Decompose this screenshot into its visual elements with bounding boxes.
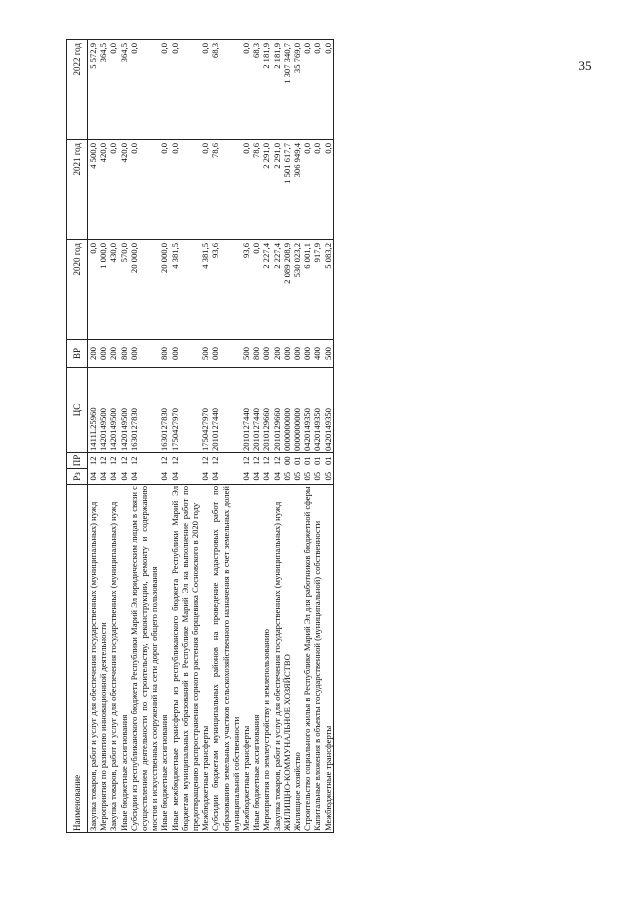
cell-name: Иные бюджетные ассигнования (159, 485, 169, 833)
cell-cs: 1420149500 (98, 368, 108, 453)
cell-2021: 0,0 (312, 140, 322, 240)
cell-name: Капитальные вложения в объекты государственной (муниципальной) собственности (312, 485, 322, 833)
cell-2021: 420,0 (98, 140, 108, 240)
table-row (251, 40, 261, 833)
cell-2020: 1 000,0 (98, 240, 108, 340)
cell-2021: 1 501 617,7 (282, 140, 292, 240)
table-row (108, 40, 118, 833)
table-row (292, 40, 302, 833)
cell-name: Иные бюджетные ассигнования (251, 485, 261, 833)
cell-pr: 12 (159, 453, 169, 469)
cell-cs: 2010127440 (241, 368, 251, 453)
cell-cs: 0420149350 (312, 368, 322, 453)
cell-vr: 000 (98, 340, 108, 368)
cell-2022: 0,0 (200, 40, 210, 140)
cell-2021: 78,6 (251, 140, 261, 240)
cell-pr: 12 (200, 453, 210, 469)
cell-cs: 0420149350 (302, 368, 312, 453)
cell-rz: 04 (272, 469, 282, 485)
table-row (98, 40, 108, 833)
cell-vr: 400 (312, 340, 322, 368)
cell-rz: 05 (323, 469, 334, 485)
cell-name: Межбюджетные трансферты (200, 485, 210, 833)
cell-vr: 200 (108, 340, 118, 368)
cell-rz: 04 (241, 469, 251, 485)
cell-rz: 05 (292, 469, 302, 485)
cell-rz: 04 (119, 469, 129, 485)
cell-2021: 0,0 (302, 140, 312, 240)
cell-2021: 0,0 (241, 140, 251, 240)
cell-vr: 800 (119, 340, 129, 368)
cell-2020: 4 381,5 (170, 240, 201, 340)
cell-pr: 01 (302, 453, 312, 469)
cell-rz: 04 (108, 469, 118, 485)
cell-2020: 20 000,0 (129, 240, 160, 340)
cell-pr: 01 (312, 453, 322, 469)
cell-pr: 12 (241, 453, 251, 469)
cell-cs: 1750427970 (170, 368, 201, 453)
table-row (302, 40, 312, 833)
header-2021: 2021 год (67, 140, 88, 240)
cell-cs: 0420149350 (323, 368, 334, 453)
budget-table (66, 39, 334, 833)
table-row (88, 40, 99, 833)
cell-name: Закупка товаров, работ и услуг для обеспечения государственных (муниципальных) нужд (88, 485, 99, 833)
cell-2022: 68,3 (251, 40, 261, 140)
cell-pr: 01 (323, 453, 334, 469)
cell-2022: 0,0 (323, 40, 334, 140)
cell-pr: 12 (272, 453, 282, 469)
cell-pr: 12 (129, 453, 160, 469)
cell-name: Субсидии бюджетам муниципальных районов на проведение кадастровых работ по образованию земельных участков сельскохозяйственного назначения в счет земельных долей муниципальной собственности (210, 486, 241, 831)
table-body (88, 40, 334, 833)
cell-2020: 2 227,4 (261, 240, 271, 340)
header-2020: 2020 год (67, 240, 88, 340)
cell-2022: 1 307 340,7 (282, 40, 292, 140)
cell-2021: 0,0 (200, 140, 210, 240)
cell-2020: 0,0 (88, 240, 99, 340)
cell-2020: 20 000,0 (159, 240, 169, 340)
cell-rz: 04 (170, 469, 201, 485)
cell-vr: 000 (261, 340, 271, 368)
cell-rz: 04 (129, 469, 160, 485)
cell-name: Строительство социального жилья в Республике Марий Эл для работников бюджетной сферы (302, 486, 313, 831)
cell-cs: 0000000000 (292, 368, 302, 453)
cell-2021: 0,0 (159, 140, 169, 240)
cell-vr: 000 (170, 340, 201, 368)
cell-rz: 04 (98, 469, 108, 485)
cell-name: ЖИЛИЩНО-КОММУНАЛЬНОЕ ХОЗЯЙСТВО (282, 485, 292, 833)
cell-vr: 800 (159, 340, 169, 368)
cell-cs: 2010129660 (272, 368, 282, 453)
cell-pr: 12 (88, 453, 99, 469)
cell-2022: 0,0 (241, 40, 251, 140)
cell-2021: 306 949,4 (292, 140, 302, 240)
page-number: 35 (578, 58, 592, 73)
cell-2022: 5 572,9 (88, 40, 99, 140)
cell-2020: 430,0 (108, 240, 118, 340)
cell-pr: 12 (98, 453, 108, 469)
cell-cs: 0000000000 (282, 368, 292, 453)
cell-rz: 05 (282, 469, 292, 485)
cell-vr: 000 (282, 340, 292, 368)
cell-vr: 000 (302, 340, 312, 368)
cell-2020: 2 227,4 (272, 240, 282, 340)
header-name: Наименование (67, 485, 88, 833)
cell-name: Закупка товаров, работ и услуг для обеспечения государственных (муниципальных) нужд (108, 485, 118, 833)
cell-pr: 12 (261, 453, 271, 469)
cell-name: Межбюджетные трансферты (241, 485, 251, 833)
cell-2022: 2 181,9 (261, 40, 271, 140)
cell-cs: 1420149500 (108, 368, 118, 453)
cell-vr: 500 (323, 340, 334, 368)
header-pr: ПР (67, 453, 88, 469)
cell-rz: 04 (251, 469, 261, 485)
cell-2022: 0,0 (159, 40, 169, 140)
table-header-row (67, 40, 88, 833)
cell-rz: 05 (312, 469, 322, 485)
cell-pr: 12 (251, 453, 261, 469)
cell-cs: 2010127440 (210, 368, 241, 453)
cell-name: Субсидии из республиканского бюджета Республики Марий Эл юридическим лицам в связи с осуществлением деятельности по строительству, реконструкции, ремонту и содержанию мостов и искусственных сооружений на сети дорог общего пользования (128, 486, 160, 831)
header-rz: Рз (67, 469, 88, 485)
cell-2021: 0,0 (129, 140, 160, 240)
cell-rz: 04 (159, 469, 169, 485)
table-row (312, 40, 322, 833)
cell-rz: 05 (302, 469, 312, 485)
cell-vr: 200 (88, 340, 99, 368)
cell-2021: 0,0 (108, 140, 118, 240)
table-row (261, 40, 271, 833)
cell-2021: 420,0 (119, 140, 129, 240)
cell-name: Мероприятия по землеустройству и землепользованию (261, 485, 271, 833)
cell-2021: 0,0 (323, 140, 334, 240)
table-row (282, 40, 292, 833)
table-row (241, 40, 251, 833)
cell-cs: 1630127830 (129, 368, 160, 453)
table-row (323, 40, 334, 833)
cell-cs: 2010127440 (251, 368, 261, 453)
cell-cs: 1420149500 (119, 368, 129, 453)
cell-2021: 78,6 (210, 140, 241, 240)
cell-name: Закупка товаров, работ и услуг для обеспечения государственных (муниципальных) нужд (272, 485, 282, 833)
cell-cs: 1630127830 (159, 368, 169, 453)
cell-pr: 12 (108, 453, 118, 469)
cell-pr: 00 (282, 453, 292, 469)
cell-cs: 2010129660 (261, 368, 271, 453)
cell-2022: 364,5 (119, 40, 129, 140)
cell-2022: 2 181,9 (272, 40, 282, 140)
table-row (119, 40, 129, 833)
table-row (272, 40, 282, 833)
cell-2022: 0,0 (108, 40, 118, 140)
cell-2020: 93,6 (241, 240, 251, 340)
header-2022: 2022 год (67, 40, 88, 140)
cell-2020: 0,0 (251, 240, 261, 340)
budget-table-container (66, 43, 582, 833)
header-cs: ЦС (67, 368, 88, 453)
cell-2022: 0,0 (129, 40, 160, 140)
cell-2022: 68,3 (210, 40, 241, 140)
cell-rz: 04 (88, 469, 99, 485)
cell-rz: 04 (261, 469, 271, 485)
cell-2020: 570,0 (119, 240, 129, 340)
table-row (170, 40, 201, 833)
cell-vr: 500 (241, 340, 251, 368)
cell-pr: 12 (119, 453, 129, 469)
cell-2022: 0,0 (170, 40, 201, 140)
cell-vr: 500 (200, 340, 210, 368)
cell-rz: 04 (200, 469, 210, 485)
cell-vr: 000 (210, 340, 241, 368)
cell-rz: 04 (210, 469, 241, 485)
cell-2020: 6 001,1 (302, 240, 312, 340)
cell-2022: 0,0 (312, 40, 322, 140)
header-vr: ВР (67, 340, 88, 368)
cell-2021: 0,0 (170, 140, 201, 240)
cell-cs: 1750427970 (200, 368, 210, 453)
cell-name: Иные межбюджетные трансферты из республиканского бюджета Республики Марий Эл бюджетам муниципальных образований в Республике Марий Эл на выполнение работ по предотвращению распространения сорного растения борщевика Сосновского в 2020 году (169, 486, 201, 831)
cell-vr: 000 (292, 340, 302, 368)
cell-2022: 364,5 (98, 40, 108, 140)
cell-2020: 93,6 (210, 240, 241, 340)
cell-name: Иные бюджетные ассигнования (119, 485, 129, 833)
cell-2021: 4 500,0 (88, 140, 99, 240)
cell-2022: 35 769,0 (292, 40, 302, 140)
cell-2022: 0,0 (302, 40, 312, 140)
cell-vr: 000 (129, 340, 160, 368)
cell-pr: 01 (292, 453, 302, 469)
cell-name: Межбюджетные трансферты (323, 485, 334, 833)
table-row (200, 40, 210, 833)
cell-name: Жилищное хозяйство (292, 485, 302, 833)
cell-2021: 2 291,0 (272, 140, 282, 240)
cell-2020: 530 023,2 (292, 240, 302, 340)
cell-name: Мероприятия по развитию инновационной деятельности (98, 485, 108, 833)
cell-pr: 12 (210, 453, 241, 469)
cell-2020: 5 083,2 (323, 240, 334, 340)
cell-vr: 200 (272, 340, 282, 368)
table-row (159, 40, 169, 833)
cell-cs: 1411L25960 (88, 368, 99, 453)
table-row (129, 40, 160, 833)
cell-vr: 800 (251, 340, 261, 368)
cell-2020: 2 089 208,9 (282, 240, 292, 340)
cell-2021: 2 291,0 (261, 140, 271, 240)
cell-2020: 917,9 (312, 240, 322, 340)
cell-pr: 12 (170, 453, 201, 469)
cell-2020: 4 381,5 (200, 240, 210, 340)
table-row (210, 40, 241, 833)
